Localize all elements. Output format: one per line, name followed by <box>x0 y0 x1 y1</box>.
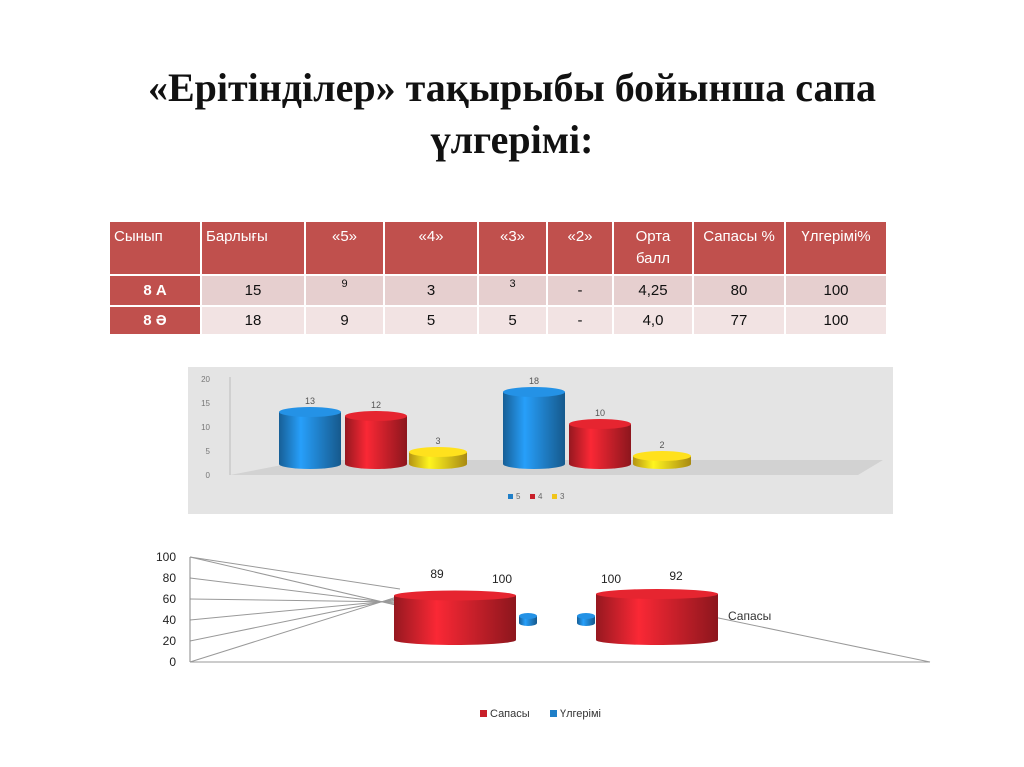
bar <box>394 596 516 645</box>
data-label: 89 <box>430 567 444 581</box>
bar-top <box>633 451 691 461</box>
header-grade-2: «2» <box>548 222 612 274</box>
cell-grade-2: - <box>548 276 612 305</box>
data-label: 10 <box>594 408 606 418</box>
y-tick-label: 80 <box>162 571 176 585</box>
y-tick-label: 40 <box>162 613 176 627</box>
y-tick-label: 5 <box>205 447 210 456</box>
bar <box>569 424 631 469</box>
legend-label: Сапасы <box>490 708 530 720</box>
cell-grade-2: - <box>548 307 612 334</box>
y-tick-label: 60 <box>162 592 176 606</box>
bar-top <box>345 411 407 421</box>
cell-grade-4: 5 <box>385 307 477 334</box>
legend-label: 3 <box>560 492 565 501</box>
header-grade-3: «3» <box>479 222 546 274</box>
grid-line <box>190 600 400 620</box>
legend-swatch <box>552 494 557 499</box>
cell-success: 100 <box>786 276 886 305</box>
y-tick-label: 10 <box>201 423 210 432</box>
page-title <box>60 62 964 166</box>
title-line-2: үлгерімі: <box>430 117 594 162</box>
data-label: 18 <box>528 376 540 386</box>
title-line-1: «Ерітінділер» тақырыбы бойынша сапа <box>147 65 877 110</box>
bar-top <box>519 613 537 619</box>
bar <box>503 392 565 469</box>
legend-swatch <box>530 494 535 499</box>
bar-top <box>503 387 565 397</box>
cell-grade-3: 3 <box>479 276 546 305</box>
legend-label: 5 <box>516 492 521 501</box>
data-label: 12 <box>370 400 382 410</box>
bar <box>345 416 407 469</box>
header-success: Үлгерімі% <box>786 222 886 274</box>
cell-total: 18 <box>202 307 304 334</box>
bar-top <box>569 419 631 429</box>
table-row <box>110 307 886 334</box>
data-label: 100 <box>491 572 513 586</box>
top-edge <box>190 557 400 589</box>
quality-bar-chart <box>150 545 950 730</box>
header-grade-4: «4» <box>385 222 477 274</box>
cell-quality: 77 <box>694 307 784 334</box>
legend-swatch <box>480 710 487 717</box>
cell-class: 8 Ә <box>110 307 200 334</box>
grades-bar-chart <box>188 367 893 514</box>
cell-average: 4,25 <box>614 276 692 305</box>
cell-grade-3: 5 <box>479 307 546 334</box>
bar-top <box>409 447 467 457</box>
data-label: 92 <box>669 569 683 583</box>
cell-grade-4: 3 <box>385 276 477 305</box>
y-tick-label: 100 <box>155 550 176 564</box>
table-header-row <box>110 222 886 274</box>
y-tick-label: 0 <box>205 471 210 480</box>
data-label: 3 <box>435 436 441 446</box>
header-grade-5: «5» <box>306 222 383 274</box>
legend-swatch <box>508 494 513 499</box>
bar-top <box>596 589 718 599</box>
grades-table <box>108 220 888 336</box>
header-class: Сынып <box>110 222 200 274</box>
cell-success: 100 <box>786 307 886 334</box>
cell-grade-5: 9 <box>306 276 383 305</box>
series-axis-label: Сапасы <box>728 609 772 623</box>
y-tick-label: 15 <box>201 399 210 408</box>
bar <box>596 594 718 645</box>
cell-quality: 80 <box>694 276 784 305</box>
grid-line <box>190 598 400 641</box>
y-tick-label: 0 <box>169 655 176 669</box>
data-label: 100 <box>600 572 622 586</box>
legend-label: 4 <box>538 492 543 501</box>
cell-class: 8 А <box>110 276 200 305</box>
table-row <box>110 276 886 305</box>
data-label: 13 <box>304 396 316 406</box>
bar-top <box>279 407 341 417</box>
header-quality: Сапасы % <box>694 222 784 274</box>
y-tick-label: 20 <box>201 375 210 384</box>
legend-swatch <box>550 710 557 717</box>
legend-label: Үлгерімі <box>560 708 601 720</box>
cell-grade-5: 9 <box>306 307 383 334</box>
cell-total: 15 <box>202 276 304 305</box>
header-total: Барлығы <box>202 222 304 274</box>
bar-top <box>394 591 516 601</box>
bar <box>279 412 341 469</box>
bar-top <box>577 613 595 619</box>
y-tick-label: 20 <box>162 634 176 648</box>
cell-average: 4,0 <box>614 307 692 334</box>
grid-line <box>190 596 400 662</box>
header-average: Орта балл <box>614 222 692 274</box>
data-label: 2 <box>659 440 665 450</box>
